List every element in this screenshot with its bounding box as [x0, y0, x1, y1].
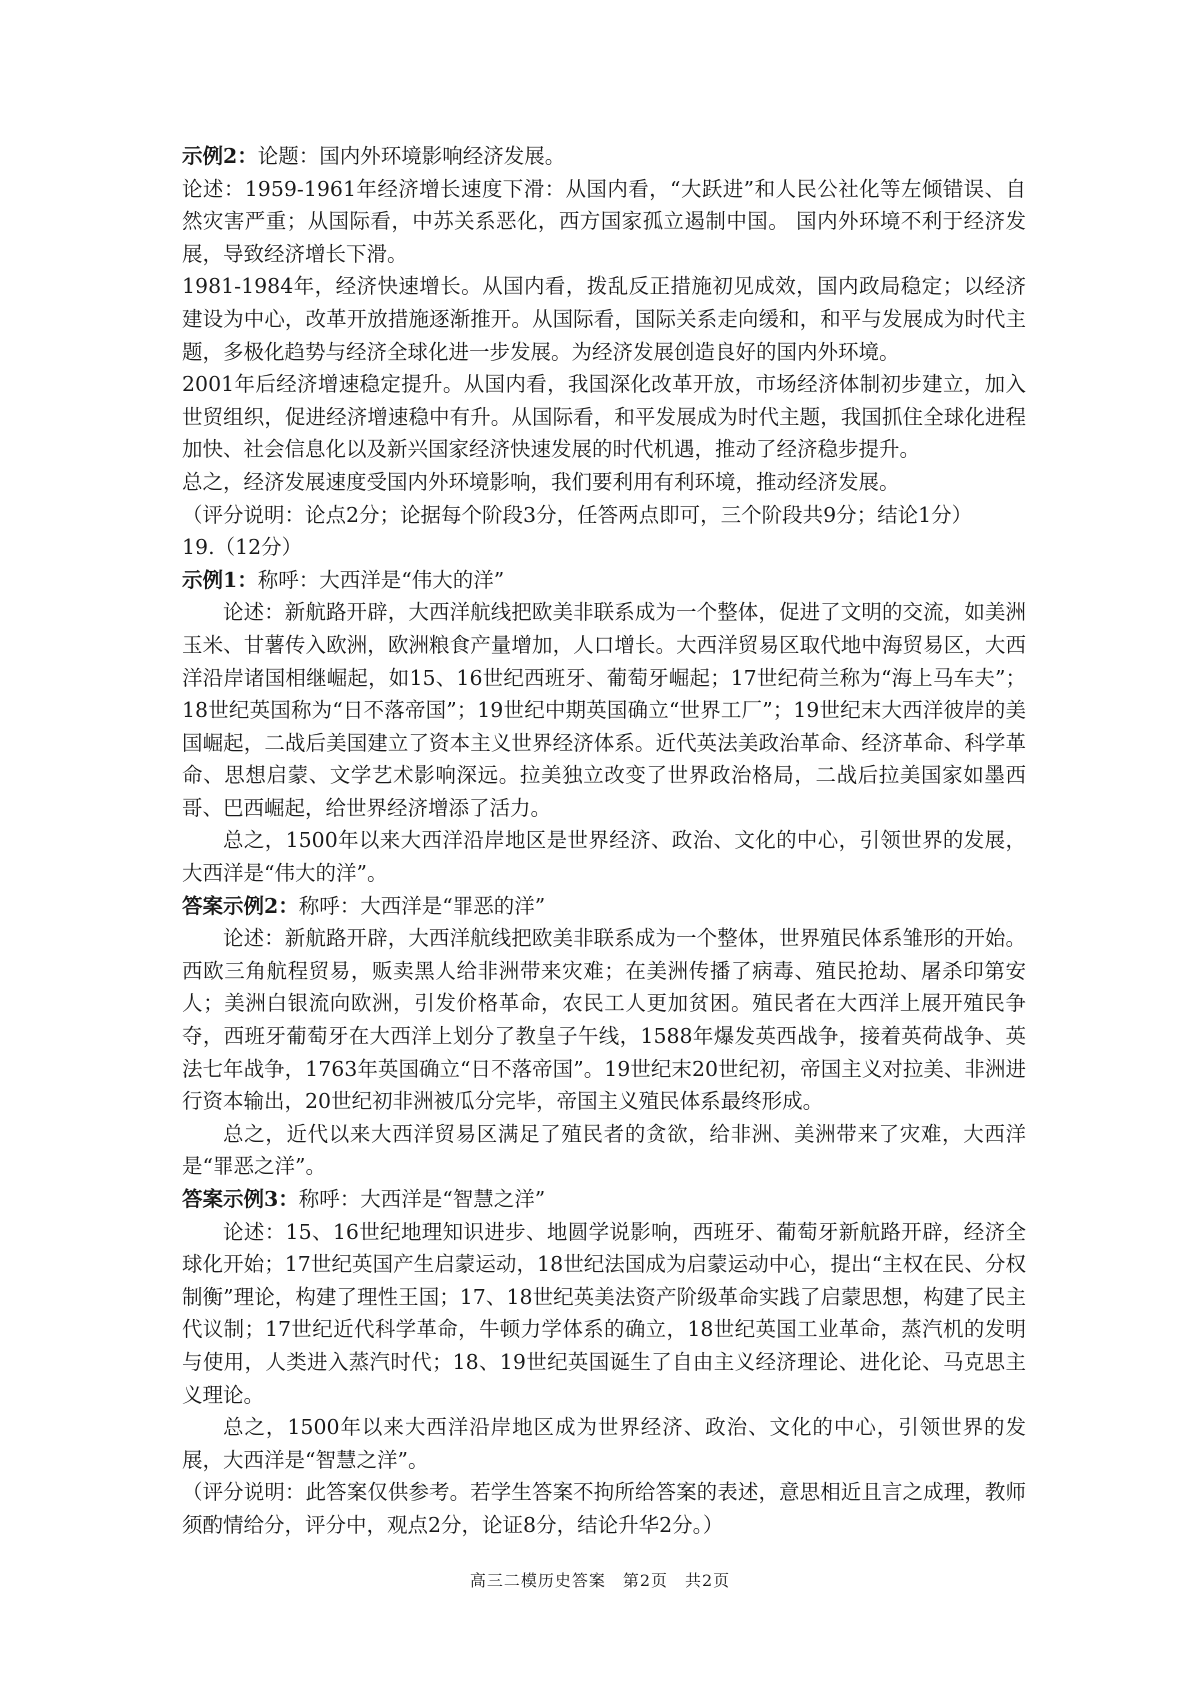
example2-paragraph-2: 1981-1984年，经济快速增长。从国内看，拨乱反正措施初见成效，国内政局稳定；以经济建设为中心，改革开放措施逐渐推开。从国际看，国际关系走向缓和，和平与发展成为时代主题，多极化趋势与经济全球化进一步发展。为经济发展创造良好的国内外环境。	[182, 274, 1026, 364]
example2-conclusion: 总之，经济发展速度受国内外环境影响，我们要利用有利环境，推动经济发展。	[182, 469, 900, 494]
example2-topic: 论题：国内外环境影响经济发展。	[257, 144, 566, 168]
example1-title: 称呼：大西洋是“伟大的洋”	[257, 567, 505, 592]
answer3-heading	[182, 1183, 1026, 1216]
answer2-conclusion: 总之，近代以来大西洋贸易区满足了殖民者的贪欲，给非洲、美洲带来了灾难，大西洋是“罪恶之洋”。	[182, 1121, 1026, 1179]
answer2-heading	[182, 890, 1026, 923]
example2-paragraph-1: 论述：1959-1961年经济增长速度下滑：从国内看，“大跃进”和人民公社化等左倾错误、自然灾害严重；从国际看，中苏关系恶化，西方国家孤立遏制中国。 国内外环境不利于经济发展，导致经济增长下滑。	[182, 176, 1026, 266]
example1-heading	[182, 564, 1026, 597]
answer2-argument: 论述：新航路开辟，大西洋航线把欧美非联系成为一个整体，世界殖民体系雏形的开始。西欧三角航程贸易，贩卖黑人给非洲带来灾难；在美洲传播了病毒、殖民抢劫、屠杀印第安人；美洲白银流向欧洲，引发价格革命，农民工人更加贫困。殖民者在大西洋上展开殖民争夺，西班牙葡萄牙在大西洋上划分了教皇子午线，1588年爆发英西战争，接着英荷战争、英法七年战争，1763年英国确立“日不落帝国”。19世纪末20世纪初，帝国主义对拉美、非洲进行资本输出，20世纪初非洲被瓜分完毕，帝国主义殖民体系最终形成。	[182, 926, 1026, 1114]
page-footer: 高三二模历史答案 第2页 共2页	[469, 1571, 731, 1590]
question-19-label: 19.（12分）	[182, 535, 303, 560]
example2-scoring-note: （评分说明：论点2分；论据每个阶段3分，任答两点即可，三个阶段共9分；结论1分）	[182, 502, 973, 527]
answer2-title: 称呼：大西洋是“罪恶的洋”	[298, 893, 546, 918]
example1-conclusion: 总之，1500年以来大西洋沿岸地区是世界经济、政治、文化的中心，引领世界的发展，大西洋是“伟大的洋”。	[182, 828, 1026, 886]
example2-heading	[182, 140, 1026, 173]
example2-label: 示例2：	[182, 144, 258, 168]
answer3-label: 答案示例3：	[182, 1187, 299, 1211]
answer3-scoring-note: （评分说明：此答案仅供参考。若学生答案不拘所给答案的表述，意思相近且言之成理，教师须酌情给分，评分中，观点2分，论证8分，结论升华2分。）	[182, 1480, 1026, 1537]
answer3-argument: 论述：15、16世纪地理知识进步、地圆学说影响，西班牙、葡萄牙新航路开辟，经济全球化开始；17世纪英国产生启蒙运动，18世纪法国成为启蒙运动中心，提出“主权在民、分权制衡”理论，构建了理性王国；17、18世纪英美法资产阶级革命实践了启蒙思想，构建了民主代议制；17世纪近代科学革命，牛顿力学体系的确立，18世纪英国工业革命，蒸汽机的发明与使用，人类进入蒸汽时代；18、19世纪英国诞生了自由主义经济理论、进化论、马克思主义理论。	[182, 1219, 1026, 1407]
example2-paragraph-3: 2001年后经济增速稳定提升。从国内看，我国深化改革开放，市场经济体制初步建立，加入世贸组织，促进经济增速稳中有升。从国际看，和平发展成为时代主题，我国抓住全球化进程加快、社会信息化以及新兴国家经济快速发展的时代机遇，推动了经济稳步提升。	[182, 372, 1026, 462]
example1-argument: 论述：新航路开辟，大西洋航线把欧美非联系成为一个整体，促进了文明的交流，如美洲玉米、甘薯传入欧洲，欧洲粮食产量增加，人口增长。大西洋贸易区取代地中海贸易区，大西洋沿岸诸国相继崛起，如15、16世纪西班牙、葡萄牙崛起；17世纪荷兰称为“海上马车夫”；18世纪英国称为“日不落帝国”；19世纪中期英国确立“世界工厂”；19世纪末大西洋彼岸的美国崛起，二战后美国建立了资本主义世界经济体系。近代英法美政治革命、经济革命、科学革命、思想启蒙、文学艺术影响深远。拉美独立改变了世界政治格局，二战后拉美国家如墨西哥、巴西崛起，给世界经济增添了活力。	[182, 600, 1026, 820]
example1-label: 示例1：	[182, 567, 258, 592]
answer3-title: 称呼：大西洋是“智慧之洋”	[298, 1187, 546, 1211]
answer2-label: 答案示例2：	[182, 893, 299, 918]
answer-document	[182, 140, 1026, 1542]
answer3-conclusion: 总之，1500年以来大西洋沿岸地区成为世界经济、政治、文化的中心，引领世界的发展，大西洋是“智慧之洋”。	[182, 1415, 1026, 1472]
